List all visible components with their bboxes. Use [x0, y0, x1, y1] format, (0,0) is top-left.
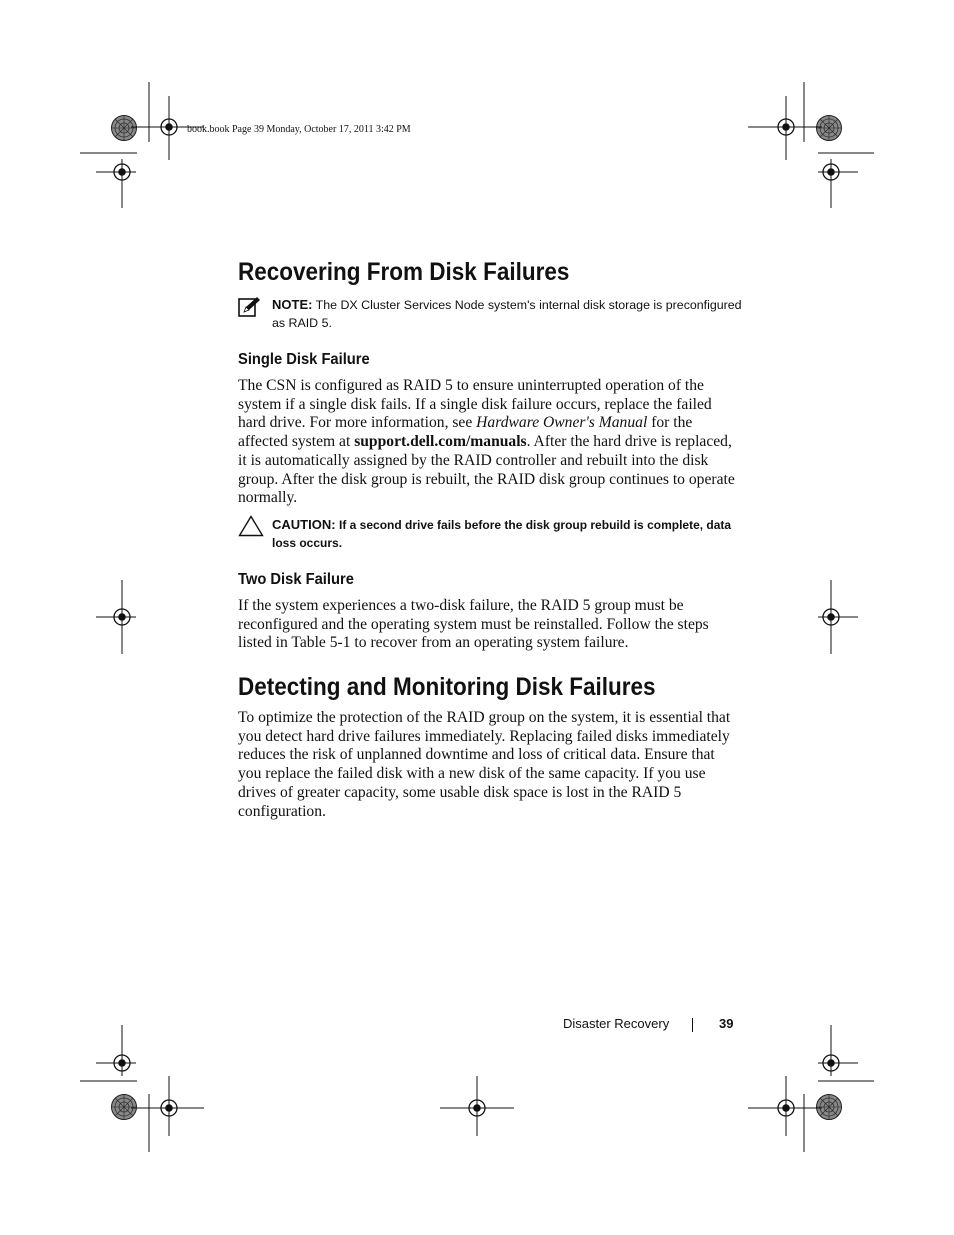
printer-info: book.book Page 39 Monday, October 17, 2011 3:42 PM — [187, 124, 411, 135]
single-text-2: for the affected system at — [238, 414, 693, 451]
single-disk-paragraph — [238, 377, 738, 508]
heading-two-disk-failure: Two Disk Failure — [238, 571, 354, 588]
two-disk-paragraph: If the system experiences a two-disk failure, the RAID 5 group must be reconfigured and the operating system must be reinstalled. Follow the steps listed in Table 5-1 to recover from an operating system failure. — [238, 597, 709, 652]
heading-detecting: Detecting and Monitoring Disk Failures — [238, 673, 656, 701]
single-text-1: The CSN is configured as RAID 5 to ensure uninterrupted operation of the system if a single disk fails. If a single disk failure occurs, replace the failed hard drive. For more information, see — [238, 377, 712, 432]
note-text: The DX Cluster Services Node system's internal disk storage is preconfigured as RAID 5. — [272, 298, 742, 330]
caution-triangle-icon — [238, 515, 264, 537]
single-text-3: . After the hard drive is replaced, it is automatically assigned by the RAID controller and rebuilt into the disk group. After the disk group is rebuilt, the RAID disk group continues to operate normally. — [238, 433, 735, 507]
caution-label: CAUTION: — [272, 517, 336, 532]
support-link[interactable]: support.dell.com/manuals — [354, 433, 527, 451]
footer-separator — [692, 1018, 693, 1032]
page-number: 39 — [719, 1016, 734, 1031]
note-label: NOTE: — [272, 297, 313, 312]
note-block — [272, 296, 742, 332]
caution-block — [272, 516, 738, 552]
detecting-paragraph: To optimize the protection of the RAID group on the system, it is essential that you detect hard drive failures immediately. Replacing failed disks immediately reduces the risk of unplanned downtime and loss of critical data. Ensure that you replace the failed disk with a new disk of the same capacity. If you use drives of greater capacity, some usable disk space is lost in the RAID 5 configuration. — [238, 709, 731, 820]
heading-recovering: Recovering From Disk Failures — [238, 258, 570, 286]
caution-text: If a second drive fails before the disk group rebuild is complete, data loss occurs. — [272, 518, 732, 550]
manual-title: Hardware Owner's Manual — [476, 414, 648, 432]
heading-single-disk-failure: Single Disk Failure — [238, 351, 370, 368]
note-pencil-icon — [238, 296, 262, 318]
footer-section-title: Disaster Recovery — [563, 1016, 670, 1031]
